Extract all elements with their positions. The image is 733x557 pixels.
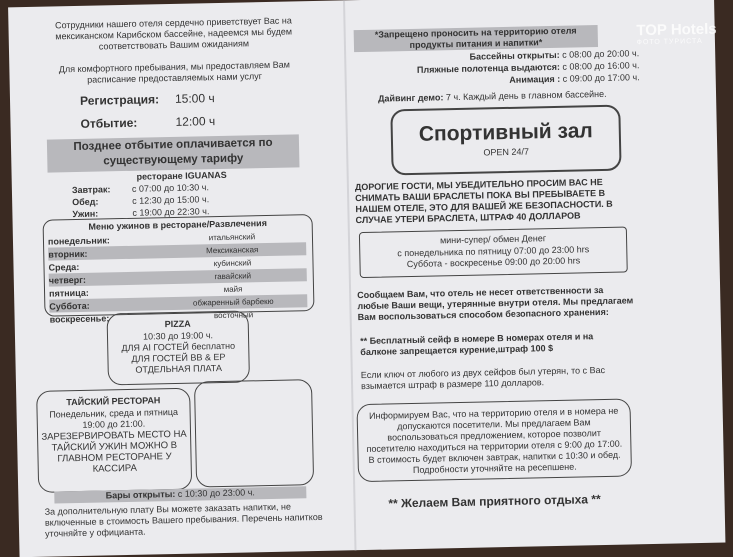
pizza-paid-note: ДЛЯ ГОСТЕЙ BB & EP ОТДЕЛЬНАЯ ПЛАТА	[131, 351, 226, 375]
pleasant-stay-message: ** Желаем Вам приятного отдыха **	[388, 492, 601, 511]
bracelet-notice: ДОРОГИЕ ГОСТИ, МЫ УБЕДИТЕЛЬНО ПРОСИМ ВАС НЕ СНИМАТЬ ВАШИ БРАСЛЕТЫ ПОКА ВЫ ПРЕБЫВАЕТЕ В НАШЕМ ОТЕЛЕ, ЭТО ДЛЯ ВАШЕЙ ЖЕ БЕЗОПАСНОСТИ. В СЛУЧАЕ УТЕРИ БРАСЛЕТА, ШТРАФ 40 ДОЛЛАРОВ	[354, 176, 613, 226]
diving-label: Дайвинг демо:	[377, 92, 444, 104]
pizza-hours: 10:30 до 19:00 ч.	[142, 330, 214, 342]
visitors-text: Информируем Вас, что на территорию отеля и в номера не допускаются посетители. Мы предлагаем Вам воспользоваться предложением, которое позволит посетителю находиться на территории отеля с 9:00 до 17:00. В стоимость будет включен завтрак, напитки с 10:30 и обед. Подробности уточняйте на ресепшене.	[366, 405, 623, 476]
pools-label: Бассейны открыты:	[469, 49, 560, 62]
late-checkout-banner: Позднее отбытие оплачивается по существующему тарифу	[47, 134, 300, 172]
tophotels-watermark	[636, 21, 717, 47]
dinner-menu-title: Меню ужинов в ресторане/Развлечения	[88, 218, 268, 232]
gym-title: Спортивный зал	[418, 119, 593, 146]
menu-day: пятница:	[48, 287, 89, 299]
checkin-label: Регистрация:	[79, 92, 160, 108]
pizza-free-note: ДЛЯ AI ГОСТЕЙ бесплатно	[121, 340, 236, 354]
checkout-time: 12:00 ч	[175, 114, 216, 129]
menu-day: воскресенье:	[49, 312, 110, 325]
prohibited-food-banner: *Запрещено проносить на территорию отеля продукты питания и напитки*	[354, 25, 598, 52]
lunch-time: с 12:30 до 15:00 ч.	[132, 194, 210, 206]
watermark-logo: TOP Hotels	[636, 20, 717, 40]
menu-cuisine: майя	[223, 284, 243, 294]
animation-time: с 09:00 до 17:00 ч.	[562, 72, 640, 84]
menu-cuisine: восточный	[213, 310, 254, 321]
hotel-info-sheet	[8, 0, 725, 557]
watermark-tagline: ФОТО ТУРИСТА	[636, 37, 703, 47]
breakfast-label: Завтрак:	[71, 184, 111, 196]
safe-notice: ** Бесплатный сейф в номере В номерах отеля и на балконе запрещается курение,штраф 100 $	[360, 331, 594, 358]
welcome-text: Сотрудники нашего отеля сердечно приветствует Вас на мексиканском Карибском бассейне, надеемся мы будем соответствовать Вашим ожиданиям	[54, 15, 293, 52]
menu-cuisine: гавайский	[214, 271, 252, 282]
gym-box	[390, 105, 621, 176]
diving-demo	[378, 88, 638, 104]
towels-time: с 08:00 до 16:00 ч.	[562, 60, 640, 72]
bars-open-label: Бары открыты:	[105, 488, 176, 501]
menu-day: четверг:	[48, 274, 87, 286]
menu-cuisine: обжаренный барбекю	[192, 296, 274, 308]
liability-notice: Сообщаем Вам, что отель не несет ответственности за любые Ваши вещи, утерянные внутри отеля. Мы предлагаем Вам воспользоваться способом безопасного хранения:	[357, 284, 634, 323]
diving-text: 7 ч. Каждый день в главном бассейне.	[445, 88, 607, 103]
pools-time: с 08:00 до 20:00 ч.	[562, 48, 640, 60]
menu-day: понедельник:	[47, 234, 110, 247]
towels-label: Пляжные полотенца выдаются:	[416, 61, 561, 75]
checkin-time: 15:00 ч	[174, 91, 215, 106]
thai-title: ТАЙСКИЙ РЕСТОРАН	[66, 395, 161, 408]
minimarket-box	[359, 226, 628, 278]
gym-hours: OPEN 24/7	[483, 146, 530, 158]
menu-cuisine: кубинский	[213, 258, 252, 269]
checkout-label: Отбытие:	[80, 115, 138, 131]
thai-restaurant-box	[36, 388, 192, 493]
lunch-label: Обед:	[72, 196, 99, 208]
menu-day: Суббота:	[49, 300, 90, 312]
empty-box	[194, 379, 314, 487]
menu-cuisine: Мексиканская	[205, 245, 259, 256]
minimarket-weekdays: с понедельника по пятницу 07:00 до 23:00 hrs	[397, 244, 590, 259]
menu-day: вторник:	[48, 248, 88, 260]
menu-cuisine: итальянский	[208, 232, 256, 243]
thai-days: Понедельник, среда и пятница 19:00 до 21:00.	[49, 406, 179, 430]
dinner-label: Ужин:	[72, 208, 99, 220]
visitors-box	[356, 398, 632, 482]
thai-reservation-note: ЗАРЕЗЕРВИРОВАТЬ МЕСТО НА ТАЙСКИЙ УЖИН МОЖНО В ГЛАВНОМ РЕСТОРАНЕ У КАССИРА	[41, 428, 187, 475]
dinner-time: с 19:00 до 22:30 ч.	[132, 206, 210, 218]
restaurant-iguanas-title: ресторане IGUANAS	[136, 169, 227, 182]
menu-day: Среда:	[48, 261, 80, 273]
minimarket-title: мини-супер/ обмен Денег	[439, 233, 547, 246]
animation-label: Анимация :	[509, 73, 561, 85]
pizza-box	[107, 310, 250, 385]
key-fine-notice: Если ключ от любого из двух сейфов был утерян, то с Вас взымается штраф в размере 110 долларов.	[360, 364, 606, 392]
schedule-intro: Для комфортного пребывания, мы предоставляем Вам расписание предоставляемых нами услуг	[58, 59, 290, 85]
minimarket-weekend: Суббота - воскресенье 09:00 до 20:00 hrs	[406, 255, 581, 270]
page-fold	[343, 0, 357, 550]
breakfast-time: с 07:00 до 10:30 ч.	[131, 182, 209, 194]
extra-drinks-note: За дополнительную плату Вы можете заказать напитки, не включенные в стоимость Вашего пребывания. Перечень напитков уточняйте у официанта.	[44, 501, 323, 539]
bars-open-time: с 10:30 до 23:00 ч.	[177, 487, 255, 499]
pizza-title: PIZZA	[164, 318, 191, 330]
